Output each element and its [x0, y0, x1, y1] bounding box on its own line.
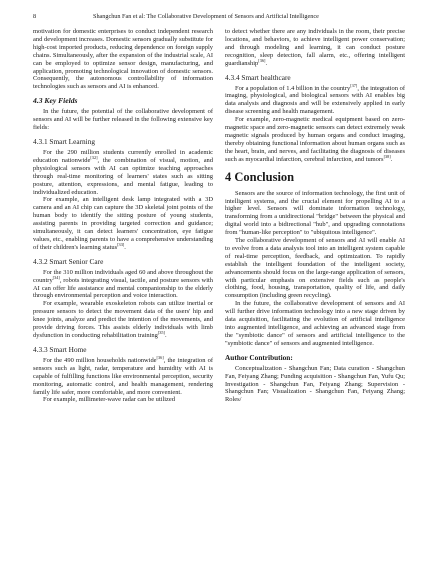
citation: [37]: [350, 82, 358, 88]
citation: [36]: [156, 354, 164, 360]
section-heading-key-fields: 4.3 Key Fields: [33, 96, 78, 106]
paragraph: to detect whether there are any individuals in the room, their precise locations, and behaviors, to achieve intelligent power conservation; and through modeling and learning, it can conduct posture recognition, sleep detection, fall alarm, etc., offering intelligent guardianship[36].: [225, 28, 405, 67]
paragraph: For example, an intelligent desk lamp integrated with a 3D camera and an AI chip can capture the 3D skeletal joint points of the human body to identify the sitting posture of young students, assisting parents in providing targeted correction and guidance; simultaneously, it can detect learners' concentration, eye fatigue values, etc., enabling parents to have a comprehensive understanding of their children's learning status[33].: [33, 196, 213, 251]
subsection-heading-smart-senior-care: 4.3.2 Smart Senior Care: [33, 256, 104, 266]
paragraph: In the future, the potential of the collaborative development of sensors and AI will be further released in the following extensive key fields:: [33, 108, 213, 132]
paragraph: For example, wearable exoskeleton robots can utilize inertial or pressure sensors to detect the movement data of the users' hip and knee joints, analyze and predict the intention of the movements, and provide driving forces. This assists elderly individuals with limb dysfunction in conducting rehabilitation training[35].: [33, 300, 213, 339]
paragraph: In the future, the collaborative development of sensors and AI will further drive information technology into a new stage driven by data acquisition, facilitating the evolution of artificial intelligence into augmented intelligence, and achieving an advanced stage from the "symbiotic dance" of sensors and artificial intelligence to the "symbiotic dance" of sensors and augmented intelligence.: [225, 300, 405, 347]
citation: [32]: [90, 154, 98, 160]
paragraph: Sensors are the source of information technology, the first unit of intelligent systems, and the crucial element for propelling AI to a higher level. Sensors will dominate information technology, transforming from a unidirectional "bridge" between the physical and digital world into a bidirectional "hub", and upgrading connotations from "human-like perception" to "ubiquitous intelligence".: [225, 189, 405, 237]
paragraph: motivation for domestic enterprises to conduct independent research and development increases. Domestic sensors gradually substitute for high-cost imported products, reducing dependence on foreign supply chains. Simultaneously, after the expansion of the industrial scale, AI can be employed to optimize sensor design, manufacturing, and application, promoting technological innovation of domestic sensors. Consequently, the autonomous controllability of information technologies such as sensors and AI is enhanced.: [33, 28, 213, 91]
paragraph: For the 310 million individuals aged 60 and above throughout the country[34], robots integrating visual, tactile, and posture sensors with AI can offer life assistance and mental companionship to the elderly through environmental perception and voice interaction.: [33, 268, 213, 300]
paragraph: For example, millimeter-wave radar can be utilized: [43, 396, 175, 404]
running-title: Shangchun Fan et al: The Collaborative Development of Sensors and Artificial Intelligence: [93, 13, 319, 20]
citation: [34]: [52, 274, 60, 280]
paragraph: For a population of 1.4 billion in the country[37], the integration of imaging, physiological, and biological sensors with AI enables big data analysis and diagnosis and will be extensively applied in early disease screening and health management.: [225, 82, 405, 116]
paragraph: Conceptualization - Shangchun Fan; Data curation - Shangchun Fan, Feiyang Zhang; Funding acquisition - Shangchun Fan, Yufu Qu; Investigation - Shangchun Fan, Feiyang Zhang; Supervision - Shangchun Fan; Visualization - Shangchun Fan, Feiyang Zhang; Roles/: [225, 364, 405, 404]
subsection-heading-smart-learning: 4.3.1 Smart Learning: [33, 136, 96, 146]
paragraph: The collaborative development of sensors and AI will enable AI to evolve from a data analysis tool into an intelligent system capable of real-time perception, feedback, and optimization. To rapidly establish the intelligent foundation of the intelligent society, advancements should focus on the large-range application of sensors, with particular emphasis on extensive fields such as people's clothing, food, housing, transportation, quality of life, and daily consumption (including green recycling).: [225, 237, 405, 300]
subsection-heading-smart-home: 4.3.3 Smart Home: [33, 344, 87, 354]
citation: [33]: [117, 241, 125, 247]
page-number: 8: [33, 13, 37, 20]
citation: [35]: [157, 329, 165, 335]
author-contribution-heading: Author Contribution:: [225, 352, 293, 362]
paragraph: For the 290 million students currently enrolled in academic education nationwide[32], the combination of visual, motion, and physiological sensors with AI can optimize teaching approaches through real-time monitoring of learners' states such as sitting posture, attention, expressions, and mental fatigue, leading to individualized education.: [33, 148, 213, 196]
citation: [36]: [258, 57, 266, 63]
running-header: [33, 12, 405, 22]
right-column: [225, 28, 405, 404]
citation: [38]: [383, 153, 391, 159]
two-column-body: [33, 28, 405, 404]
section-heading-conclusion: 4 Conclusion: [225, 169, 295, 184]
subsection-heading-smart-healthcare: 4.3.4 Smart healthcare: [225, 72, 291, 82]
paragraph: For the 490 million households nationwide[36], the integration of sensors such as light, radar, temperature and humidity with AI is capable of fulfilling functions like environmental perception, security monitoring, automatic control, and health management, rendering family life safer, more comfortable, and more convenient.: [33, 354, 213, 396]
left-column: [33, 28, 213, 404]
paragraph: For example, zero-magnetic medical equipment based on zero-magnetic space and zero-magnetic sensors can detect extremely weak magnetic signals produced by human organs and conduct imaging, thereby obtaining functional information about human organs such as the heart, brain, and nerves, and facilitating the diagnosis of diseases such as myocardial infarction, cerebral infarction, and tumors[38].: [225, 116, 405, 163]
